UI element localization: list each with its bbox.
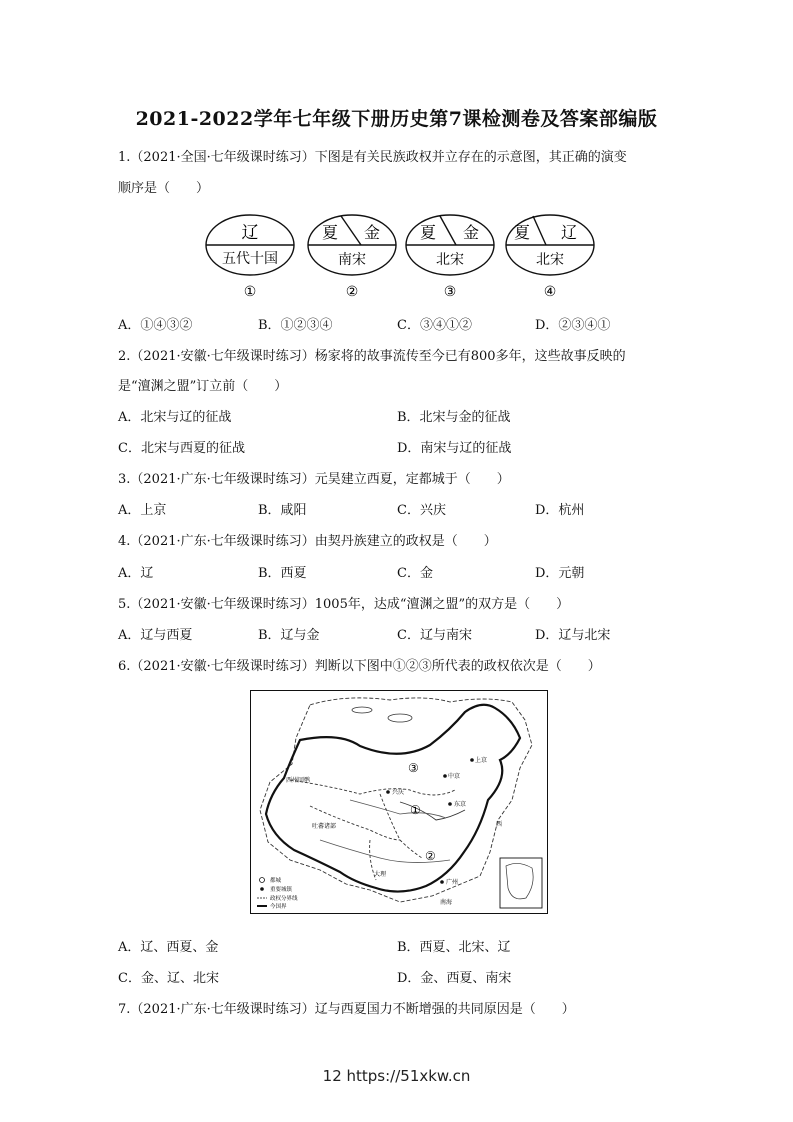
question-2-line-1: 2.（2021·安徽·七年级课时练习）杨家将的故事流传至今已有800多年，这些故事反映的	[118, 349, 626, 364]
circle-2-top-right: 金	[363, 223, 381, 242]
question-2-option-c[interactable]: C．北宋与西夏的征战	[118, 441, 245, 456]
question-6-option-a[interactable]: A．辽、西夏、金	[118, 940, 219, 955]
legend-modern-border: 今国界	[270, 904, 287, 910]
question-5-option-a[interactable]: A．辽与西夏	[118, 628, 193, 643]
circle-4-number: ④	[543, 284, 557, 300]
question-1-line-2: 顺序是（ ）	[118, 181, 210, 196]
map-marker-3: ③	[408, 761, 419, 775]
question-1-line-1: 1.（2021·全国·七年级课时练习）下图是有关民族政权并立存在的示意图，其正确的演变	[118, 150, 627, 165]
question-3-option-a[interactable]: A．上京	[118, 503, 167, 518]
map-label-xi: 西	[496, 821, 503, 828]
page-footer: 12 https://51xkw.cn	[322, 1067, 471, 1085]
circle-2-bottom: 南宋	[338, 252, 366, 268]
map-label-dali: 大理	[374, 871, 387, 878]
regimes-circle-diagram	[200, 208, 600, 300]
map-marker-2: ②	[425, 849, 436, 863]
question-1-option-a[interactable]: A．①④③②	[118, 318, 193, 333]
question-6-option-b[interactable]: B．西夏、北宋、辽	[397, 940, 511, 955]
question-4-option-c[interactable]: C．金	[397, 566, 433, 581]
question-3-line-1: 3.（2021·广东·七年级课时练习）元昊建立西夏，定都城于（ ）	[118, 472, 510, 487]
legend-capital: 都城	[270, 878, 282, 884]
circle-diagram-2	[308, 215, 396, 300]
question-5-line-1: 5.（2021·安徽·七年级课时练习）1005年，达成“澶渊之盟”的双方是（ ）	[118, 597, 570, 612]
circle-1-bottom: 五代十国	[222, 251, 278, 267]
circle-4-bottom: 北宋	[536, 252, 564, 268]
circle-1-number: ①	[243, 284, 257, 300]
question-3-option-d[interactable]: D．杭州	[535, 503, 585, 518]
legend-regime-border: 政权分界线	[270, 896, 298, 902]
map-label-dongjing: 东京	[454, 801, 467, 808]
question-2-line-2: 是“澶渊之盟”订立前（ ）	[118, 379, 288, 394]
legend-town: 重要城镇	[270, 887, 293, 893]
circle-3-number: ③	[443, 284, 457, 300]
circle-diagram-1	[206, 215, 294, 300]
question-4-line-1: 4.（2021·广东·七年级课时练习）由契丹族建立的政权是（ ）	[118, 534, 497, 549]
question-5-option-b[interactable]: B．辽与金	[258, 628, 320, 643]
map-label-xingqing: 兴庆	[392, 789, 405, 796]
circle-3-top-right: 金	[462, 223, 480, 242]
document-title: 2021-2022学年七年级下册历史第7课检测卷及答案部编版	[135, 108, 658, 130]
map-label-guangzhou: 广州	[446, 879, 459, 886]
circle-3-top-left: 夏	[419, 223, 437, 242]
map-label-tubo: 吐蕃诸部	[312, 823, 337, 830]
map-marker-1: ①	[410, 803, 421, 817]
question-5-option-c[interactable]: C．辽与南宋	[397, 628, 472, 643]
question-3-option-c[interactable]: C．兴庆	[397, 503, 446, 518]
circle-2-number: ②	[345, 284, 359, 300]
question-2-option-b[interactable]: B．北宋与金的征战	[397, 410, 511, 425]
question-6-option-c[interactable]: C．金、辽、北宋	[118, 971, 219, 986]
question-4-option-d[interactable]: D．元朝	[535, 566, 585, 581]
question-2-option-d[interactable]: D．南宋与辽的征战	[397, 441, 512, 456]
question-1-option-c[interactable]: C．③④①②	[397, 318, 472, 333]
question-4-option-a[interactable]: A．辽	[118, 566, 154, 581]
circle-1-top: 辽	[241, 223, 259, 243]
circle-diagram-3	[406, 215, 494, 300]
song-era-map	[250, 690, 548, 914]
question-4-option-b[interactable]: B．西夏	[258, 566, 307, 581]
question-3-option-b[interactable]: B．咸阳	[258, 503, 307, 518]
question-6-option-d[interactable]: D．金、西夏、南宋	[397, 971, 512, 986]
map-label-nanhai: 南海	[440, 899, 453, 906]
circle-diagram-4	[506, 215, 594, 300]
circle-3-bottom: 北宋	[436, 252, 464, 268]
question-1-option-d[interactable]: D．②③④①	[535, 318, 611, 333]
map-label-zhongjing: 中京	[448, 773, 461, 780]
question-6-line-1: 6.（2021·安徽·七年级课时练习）判断以下图中①②③所代表的政权依次是（ ）	[118, 659, 601, 674]
question-1-option-b[interactable]: B．①②③④	[258, 318, 333, 333]
question-7-line-1: 7.（2021·广东·七年级课时练习）辽与西夏国力不断增强的共同原因是（ ）	[118, 1002, 575, 1017]
circle-4-top-right: 辽	[560, 223, 578, 242]
question-5-option-d[interactable]: D．辽与北宋	[535, 628, 611, 643]
circle-4-top-left: 夏	[513, 223, 531, 242]
question-2-option-a[interactable]: A．北宋与辽的征战	[118, 410, 232, 425]
map-label-shangjing: 上京	[475, 757, 488, 764]
circle-2-top-left: 夏	[321, 223, 339, 242]
map-label-xizhou-huihu: 西州回鹘	[286, 777, 311, 784]
